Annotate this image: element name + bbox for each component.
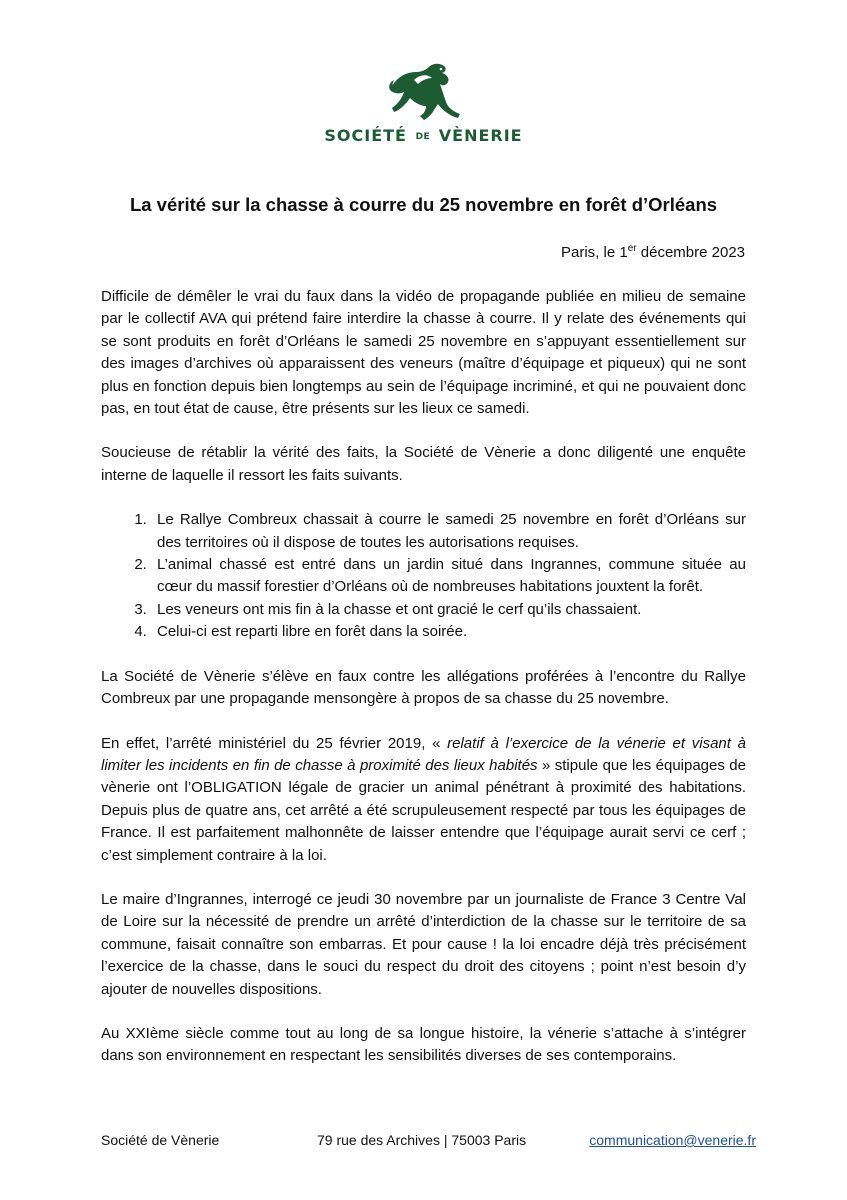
footer-address: 79 rue des Archives | 75003 Paris: [317, 1132, 527, 1148]
footer-organization: Société de Vènerie: [101, 1132, 220, 1148]
document-title: La vérité sur la chasse à courre du 25 novembre en forêt d’Orléans: [129, 194, 718, 215]
list-item: 2. L’animal chassé est entré dans un jardin situé dans Ingrannes, commune située au cœur du massif forestier d’Orléans où de nombreuses habitations jouxtent la forêt.: [151, 554, 746, 599]
paragraph-law: [101, 733, 746, 867]
document-body: [101, 286, 746, 1090]
leaping-hound-emblem-icon: [384, 60, 464, 122]
page-footer: [101, 1132, 756, 1152]
footer-email-link[interactable]: communication@venerie.fr: [589, 1132, 756, 1148]
paragraph-intro: Difficile de démêler le vrai du faux dans la vidéo de propagande publiée en milieu de semaine par le collectif AVA qui prétend faire interdire la chasse à courre. Il y relate des événements qui se sont produits en forêt d’Orléans le samedi 25 novembre en s’appuyant essentiellement sur des images d’archives où apparaissent des veneurs (maître d’équipage et piqueux) qui ne sont plus en fonction depuis bien longtemps au sein de l’équipage incriminé, et qui ne pouvaient donc pas, en tout état de cause, être présents sur les lieux ce samedi.: [101, 288, 746, 418]
law-text-before: En effet, l’arrêté ministériel du 25 février 2019, «: [101, 734, 448, 752]
logo-word-de: DE: [415, 132, 431, 142]
facts-list: [101, 509, 746, 643]
paragraph-allegations: La Société de Vènerie s’élève en faux contre les allégations proférées à l’encontre du Rallye Combreux par une propagande mensongère à propos de sa chasse du 25 novembre.: [101, 667, 746, 708]
paragraph-mayor: Le maire d’Ingrannes, interrogé ce jeudi 30 novembre par un journaliste de France 3 Centre Val de Loire sur la nécessité de prendre un arrêté d’interdiction de la chasse sur le territoire de sa commune, faisait connaître son embarras. Et pour cause ! la loi encadre déjà très précisément l’exercice de la chasse, dans le souci du respect du droit des citoyens ; point n’est besoin d’y ajouter de nouvelles dispositions.: [101, 890, 746, 998]
dateline-superscript: er: [627, 243, 637, 254]
logo-word-venerie: VÈNERIE: [438, 126, 523, 145]
list-item: 3. Les veneurs ont mis fin à la chasse et ont gracié le cerf qu’ils chassaient.: [151, 599, 746, 621]
paragraph-investigation: Soucieuse de rétablir la vérité des faits, la Société de Vènerie a donc diligenté une enquête interne de laquelle il ressort les faits suivants.: [101, 444, 746, 484]
list-item: 4. Celui-ci est reparti libre en forêt dans la soirée.: [151, 621, 746, 643]
paragraph-closing: Au XXIème siècle comme tout au long de sa longue histoire, la vénerie s’attache à s’intégrer dans son environnement en respectant les sensibilités diverses de ses contemporains.: [101, 1024, 746, 1065]
organization-logo: [0, 60, 847, 145]
dateline-prefix: Paris, le 1: [560, 244, 628, 261]
law-quote: relatif à l’exercice de la vénerie et visant à limiter les incidents en fin de chasse à proximité des lieux habités: [101, 734, 746, 774]
dateline-suffix: décembre 2023: [636, 244, 745, 261]
organization-name: [0, 126, 847, 145]
list-item: 1. Le Rallye Combreux chassait à courre le samedi 25 novembre en forêt d’Orléans sur des territoires où il dispose de toutes les autorisations requises.: [151, 509, 746, 554]
logo-word-societe: SOCIÉTÉ: [324, 126, 407, 145]
law-text-after: » stipule que les équipages de vènerie ont l’OBLIGATION légale de gracier un animal pénétrant à proximité des habitations. Depuis plus de quatre ans, cet arrêté a été scrupuleusement respecté par tous les équipages de France. Il est parfaitement malhonnête de laisser entendre que l’équipage aurait servi ce cerf ; c’est simplement contraire à la loi.: [101, 756, 746, 864]
dateline: [561, 243, 745, 261]
